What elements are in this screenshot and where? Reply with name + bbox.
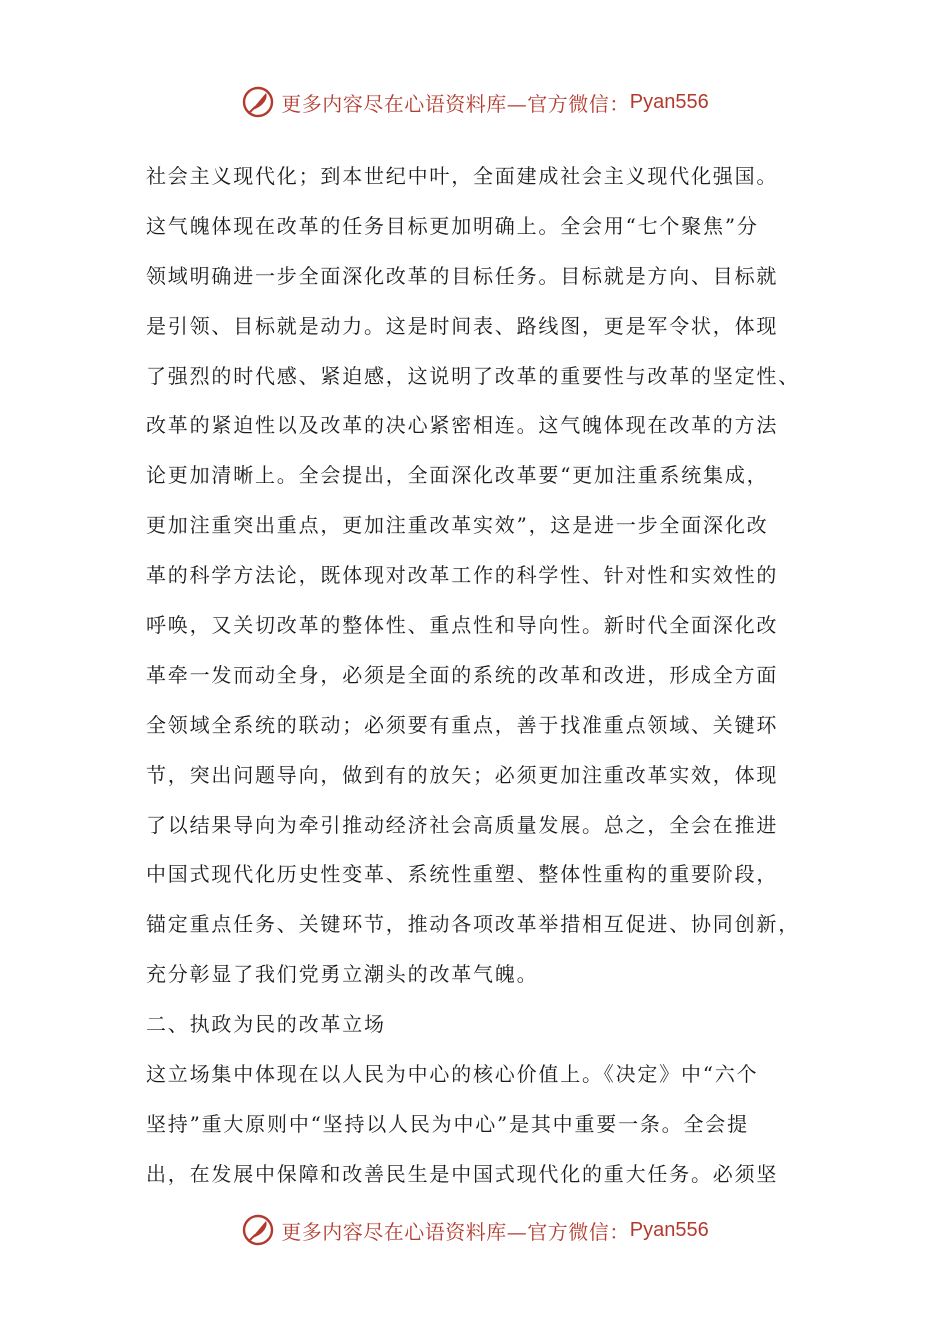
watermark-wechat-id: Pyan556: [629, 90, 709, 113]
watermark-text: 更多内容尽在心语资料库—官方微信：: [281, 91, 630, 116]
text-line: 充分彰显了我们党勇立潮头的改革气魄。: [146, 962, 539, 987]
document-body: [146, 152, 826, 1200]
text-line: 节，突出问题导向，做到有的放矢；必须更加注重改革实效，体现: [146, 762, 779, 787]
quill-logo-icon: [241, 1213, 275, 1247]
text-line: 出，在发展中保障和改善民生是中国式现代化的重大任务。必须坚: [146, 1161, 779, 1186]
section-heading: 二、执政为民的改革立场: [146, 1012, 386, 1037]
header-watermark: [0, 80, 950, 124]
text-line: 这立场集中体现在以人民为中心的核心价值上。《决定》中“六个: [146, 1062, 759, 1087]
text-line: 改革的紧迫性以及改革的决心紧密相连。这气魄体现在改革的方法: [146, 413, 779, 438]
text-line: 坚持”重大原则中“坚持以人民为中心”是其中重要一条。全会提: [146, 1111, 749, 1136]
text-line: 了以结果导向为牵引推动经济社会高质量发展。总之，全会在推进: [146, 812, 779, 837]
watermark-wechat-id: Pyan556: [629, 1218, 709, 1241]
text-line: 是引领、目标就是动力。这是时间表、路线图，更是军令状，体现: [146, 313, 779, 338]
text-line: 中国式现代化历史性变革、系统性重塑、整体性重构的重要阶段，: [146, 862, 779, 887]
text-line: 社会主义现代化；到本世纪中叶，全面建成社会主义现代化强国。: [146, 164, 779, 188]
text-line: 更加注重突出重点，更加注重改革实效”，这是进一步全面深化改: [146, 513, 769, 538]
text-line: 这气魄体现在改革的任务目标更加明确上。全会用“七个聚焦”分: [146, 213, 759, 238]
text-line: 领域明确进一步全面深化改革的目标任务。目标就是方向、目标就: [146, 263, 779, 288]
text-line: 革牵一发而动全身，必须是全面的系统的改革和改进，形成全方面: [146, 662, 779, 687]
text-line: 呼唤，又关切改革的整体性、重点性和导向性。新时代全面深化改: [146, 613, 779, 638]
text-line: 论更加清晰上。全会提出，全面深化改革要“更加注重系统集成，: [146, 463, 769, 488]
text-line: 革的科学方法论，既体现对改革工作的科学性、针对性和实效性的: [146, 563, 779, 588]
text-line: 全领域全系统的联动；必须要有重点，善于找准重点领域、关键环: [146, 712, 779, 737]
text-line: 锚定重点任务、关键环节，推动各项改革举措相互促进、协同创新，: [146, 912, 800, 937]
text-line: 了强烈的时代感、紧迫感，这说明了改革的重要性与改革的坚定性、: [146, 363, 800, 388]
quill-logo-icon: [241, 85, 275, 119]
footer-watermark: [0, 1208, 950, 1252]
watermark-text: 更多内容尽在心语资料库—官方微信：: [281, 1219, 630, 1244]
